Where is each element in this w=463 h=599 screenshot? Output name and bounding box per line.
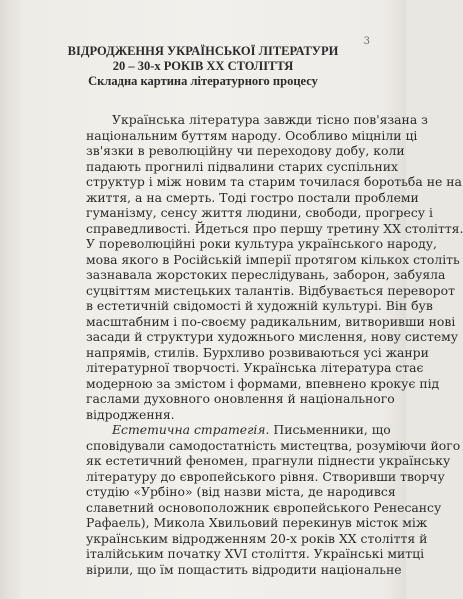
text-line: національним буттям народу. Особливо міцніли ці	[86, 127, 418, 143]
page-number: 3	[363, 36, 370, 47]
heading-line-1: ВІДРОДЖЕННЯ УКРАЇНСЬКОЇ ЛІТЕРАТУРИ	[67, 44, 339, 58]
text-line: зв'язки в революційну чи переходову добу, коли	[86, 143, 405, 158]
paragraph-1	[86, 112, 463, 422]
text-line: зазнавала жорстоких переслідувань, заборон, забуяла	[86, 267, 446, 282]
text-line: студію «Урбіно» (від назви міста, де народився	[86, 484, 396, 499]
text-line: структур і між новим та старим точилася боротьба не на	[86, 174, 462, 189]
text-line: в естетичній свідомості й художній культурі. Він був	[86, 298, 433, 313]
text-line: відродження.	[86, 406, 175, 422]
text-line: як естетичний феномен, прагнули піднести українську	[86, 453, 451, 468]
text-line: славетний основоположник європейського Ренесансу	[86, 499, 442, 515]
text-line: засади й структури художнього мислення, нову систему	[86, 329, 459, 344]
text-line: справедливості. Йдеться про першу третину ХХ століття.	[86, 220, 463, 236]
text-line	[86, 422, 391, 438]
text-line: модерною за змістом і формами, впевнено крокує під	[86, 375, 440, 391]
chapter-heading	[40, 44, 366, 89]
text-line: суцвіттям мистецьких талантів. Відбувається переворот	[86, 282, 455, 298]
text-line: літературної творчості. Українська література стає	[86, 360, 424, 375]
heading-subtitle: Складна картина літературного процесу	[88, 74, 318, 88]
text-line: гаслами духовного оновлення й національного	[86, 391, 395, 406]
text-fragment: Письменники, що	[269, 422, 391, 437]
text-line: Українська література завжди тісно пов'язана з	[112, 112, 428, 127]
text-line: падають прогнилі підвалини старих суспільних	[86, 158, 399, 174]
text-line: сповідували самодостатність мистецтва, розуміючи його	[86, 437, 461, 453]
text-line: українським відродженням 20-х років ХХ століття й	[86, 530, 428, 546]
text-line: мова якого в Російській імперії протягом кількох століть	[86, 251, 460, 267]
text-line: італійським початку XVI століття. Українські митці	[86, 546, 425, 561]
text-line: Рафаель), Микола Хвильовий перекинув місток між	[86, 515, 428, 530]
text-line: вірили, що їм пощастить відродити національне	[86, 561, 402, 577]
paragraph-2	[86, 422, 461, 577]
text-line: У пореволюційні роки культура українського народу,	[86, 236, 437, 251]
text-line: гуманізму, сенсу життя людини, свободи, прогресу і	[86, 205, 433, 220]
italic-lead: Естетична стратегія.	[112, 422, 270, 437]
body-text	[86, 112, 463, 577]
heading-line-2: 20 – 30-х РОКІВ ХХ СТОЛІТТЯ	[112, 59, 294, 73]
text-line: життя, а на смерть. Тоді гостро постали проблеми	[86, 189, 419, 205]
text-line: масштабним і по-своєму радикальним, витворивши нові	[86, 313, 456, 329]
text-line: напрямів, стилів. Бурхливо розвиваються усі жанри	[86, 344, 429, 360]
text-line: літературу до європейського рівня. Створивши творчу	[86, 468, 445, 484]
